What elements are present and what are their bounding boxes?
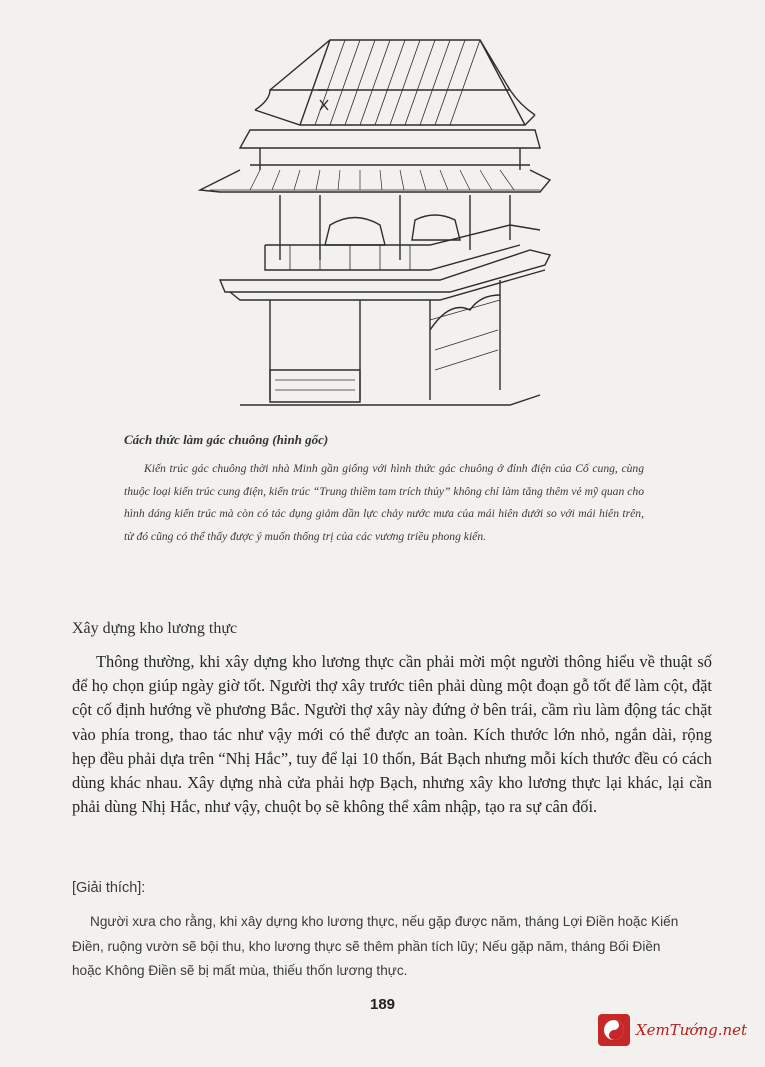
note-label: [Giải thích]: <box>72 880 146 896</box>
bell-tower-drawing <box>180 30 560 425</box>
figure-caption-title: Cách thức làm gác chuông (hình gốc) <box>124 432 329 447</box>
figure-caption-body: Kiến trúc gác chuông thời nhà Minh gần giống với hình thức gác chuông ở đỉnh điện của Cố cung, cùng thuộc loại kiến trúc cung điện, kiến trúc “Trung thiềm tam trích thủy” không chỉ làm tăng thêm vẻ mỹ quan cho hình dáng kiến trúc mà còn có tác dụng giảm dần lực chảy nước mưa của mái hiên dưới so với mái hiên trên, từ đó cũng có thể thấy được ý muốn thống trị của các vương triều phong kiến. <box>124 462 644 543</box>
watermark-text: XemTướng.net <box>636 1021 748 1039</box>
section-heading: Xây dựng kho lương thực <box>72 620 238 637</box>
body-paragraph: Thông thường, khi xây dựng kho lương thực cần phải mời một người thông hiểu về thuật số để họ chọn giúp ngày giờ tốt. Người thợ xây trước tiên phải dùng một đoạn gỗ tốt để làm cột, đặt cột cố định hướng về phương Bắc. Người thợ xây này đứng ở bên trái, cầm rìu làm động tác chặt vào phía trong, thao tác như vậy mới có thể được an toàn. Kích thước lớn nhỏ, ngắn dài, rộng hẹp đều phải dựa trên “Nhị Hắc”, tuy để lại 10 thốn, Bát Bạch nhưng mỗi kích thước đều có cách dùng khác nhau. Xây dựng nhà cửa phải hợp Bạch, nhưng xây kho lương thực lại khác, lại cần phải dùng Nhị Hắc, như vậy, chuột bọ sẽ không thể xâm nhập, tạo ra sự cân đối. <box>72 652 712 817</box>
yin-yang-icon <box>598 1014 630 1046</box>
page-number: 189 <box>369 996 396 1013</box>
note-text: Người xưa cho rằng, khi xây dựng kho lương thực, nếu gặp được năm, tháng Lợi Điền hoặc Kiến Điền, ruộng vườn sẽ bội thu, kho lương thực sẽ thêm phần tích lũy; Nếu gặp năm, tháng Bối Điền hoặc Không Điền sẽ bị mất mùa, thiếu thốn lương thực. <box>72 914 679 978</box>
bell-tower-illustration <box>180 30 560 425</box>
watermark <box>598 1010 758 1050</box>
